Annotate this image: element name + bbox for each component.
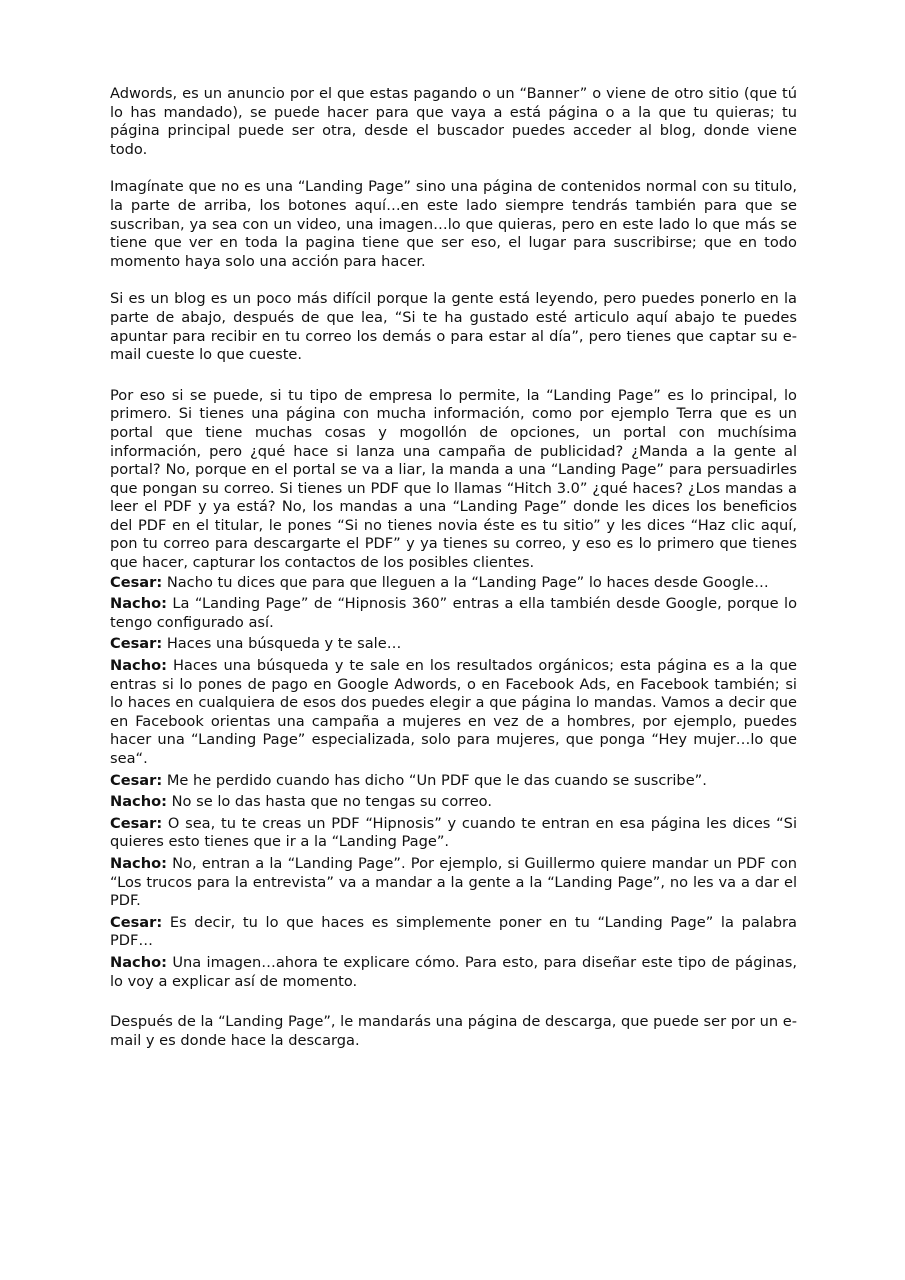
intro-paragraph-2: Imagínate que no es una “Landing Page” sino una página de contenidos normal con su titulo, la parte de arriba, los botones aquí…en este lado siempre tendrás también para que se suscriban, ya sea con un video, una imagen…lo que quieras, pero en este lado lo que más se tiene que ver en toda la pagina tiene que ser eso, el lugar para suscribirse; que en todo momento haya solo una acción para hacer. bbox=[110, 178, 797, 270]
speaker-label: Nacho: bbox=[110, 854, 167, 872]
dialogue-text: Es decir, tu lo que haces es simplemente poner en tu “Landing Page” la palabra PDF… bbox=[110, 913, 797, 950]
dialogue-text: O sea, tu te creas un PDF “Hipnosis” y cuando te entran en esa página les dices “Si quieres esto tienes que ir a la “Landing Page”. bbox=[110, 814, 797, 851]
speaker-label: Cesar: bbox=[110, 913, 163, 931]
speaker-label: Nacho: bbox=[110, 793, 167, 811]
dialogue-text: Haces una búsqueda y te sale en los resultados orgánicos; esta página es a la que entras si lo pones de pago en Google Adwords, o en Facebook Ads, en Facebook también; si lo haces en cualquiera de esos dos puedes elegir a que página lo mandas. Vamos a decir que en Facebook orientas una campaña a mujeres en vez de a hombres, por ejemplo, puedes hacer una “Landing Page” especializada, solo para mujeres, que ponga “Hey mujer…lo que sea“. bbox=[110, 657, 797, 767]
intro-paragraph-4: Por eso si se puede, si tu tipo de empresa lo permite, la “Landing Page” es lo principal, lo primero. Si tienes una página con mucha información, como por ejemplo Terra que es un portal que tiene muchas cosas y mogollón de opciones, un portal con muchísima información, pero ¿qué hace si lanza una campaña de publicidad? ¿Manda a la gente al portal? No, porque en el portal se va a liar, la manda a una “Landing Page” para persuadirles que pongan su correo. Si tienes un PDF que lo llamas “Hitch 3.0” ¿qué haces? ¿Los mandas a leer el PDF y ya está? No, los mandas a una “Landing Page” donde les dices los beneficios del PDF en el titular, le pones “Si no tienes novia éste es tu sitio” y les dices “Haz clic aquí, pon tu correo para descargarte el PDF” y ya tienes su correo, y eso es lo primero que tienes que hacer, capturar los contactos de los posibles clientes. bbox=[110, 386, 797, 572]
dialogue-line bbox=[110, 772, 797, 791]
intro-paragraph-3: Si es un blog es un poco más difícil porque la gente está leyendo, pero puedes ponerlo en la parte de abajo, después de que lea, “Si te ha gustado esté articulo aquí abajo te puedes apuntar para recibir en tu correo los demás o para estar al día”, pero tienes que captar su e-mail cueste lo que cueste. bbox=[110, 290, 797, 364]
dialogue-text: Haces una búsqueda y te sale… bbox=[162, 635, 402, 653]
speaker-label: Nacho: bbox=[110, 953, 167, 971]
speaker-label: Cesar: bbox=[110, 771, 163, 789]
closing-paragraph: Después de la “Landing Page”, le mandarás una página de descarga, que puede ser por un e-mail y es donde hace la descarga. bbox=[110, 1013, 797, 1049]
dialogue-line bbox=[110, 595, 797, 632]
dialogue-section bbox=[110, 574, 797, 991]
dialogue-line bbox=[110, 855, 797, 911]
dialogue-line bbox=[110, 574, 797, 593]
dialogue-line bbox=[110, 914, 797, 951]
dialogue-line bbox=[110, 954, 797, 991]
intro-paragraph-1: Adwords, es un anuncio por el que estas pagando o un “Banner” o viene de otro sitio (que tú lo has mandado), se puede hacer para que vaya a está página o a la que tu quieras; tu página principal puede ser otra, desde el buscador puedes acceder al blog, donde viene todo. bbox=[110, 85, 797, 158]
dialogue-line bbox=[110, 657, 797, 769]
dialogue-text: Una imagen…ahora te explicare cómo. Para esto, para diseñar este tipo de páginas, lo voy a explicar así de momento. bbox=[110, 953, 797, 990]
speaker-label: Cesar: bbox=[110, 814, 163, 832]
dialogue-text: No se lo das hasta que no tengas su correo. bbox=[166, 793, 492, 811]
speaker-label: Nacho: bbox=[110, 657, 167, 675]
dialogue-text: No, entran a la “Landing Page”. Por ejemplo, si Guillermo quiere mandar un PDF con “Los trucos para la entrevista” va a mandar a la gente a la “Landing Page”, no les va a dar el PDF. bbox=[110, 854, 797, 910]
dialogue-text: Nacho tu dices que para que lleguen a la “Landing Page” lo haces desde Google… bbox=[162, 573, 769, 591]
dialogue-text: La “Landing Page” de “Hipnosis 360” entras a ella también desde Google, porque lo tengo configurado así. bbox=[110, 595, 797, 631]
dialogue-text: Me he perdido cuando has dicho “Un PDF que le das cuando se suscribe”. bbox=[162, 771, 707, 789]
speaker-label: Nacho: bbox=[110, 595, 167, 613]
dialogue-line bbox=[110, 635, 797, 654]
dialogue-line bbox=[110, 793, 797, 812]
speaker-label: Cesar: bbox=[110, 573, 163, 591]
dialogue-line bbox=[110, 815, 797, 852]
speaker-label: Cesar: bbox=[110, 635, 163, 653]
